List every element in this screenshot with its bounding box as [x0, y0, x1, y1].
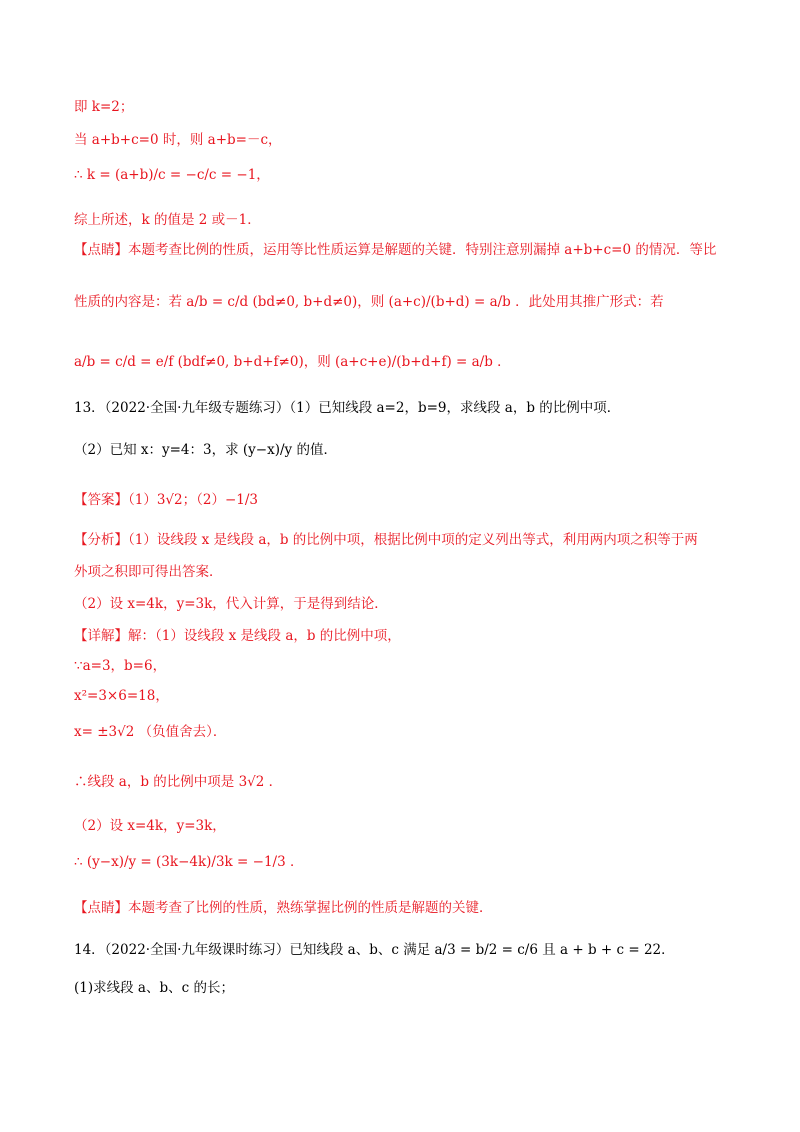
- formula-line: [74, 165, 726, 185]
- question-13-line: （2）已知 x：y=4：3，求 (y−x)/y 的值．: [74, 442, 337, 458]
- answer-line: 【答案】（1）3√2；（2）−1/3: [74, 492, 258, 508]
- detail-line: ∵a=3，b=6，: [74, 658, 167, 674]
- comment-line: 【点睛】本题考查了比例的性质，熟练掌握比例的性质是解题的关键．: [74, 900, 493, 916]
- formula-line: a/b = c/d = e/f (bdf≠0, b+d+f≠0)，则 (a+c+e)/(b+d+f) = a/b ．: [74, 354, 511, 370]
- analysis-line: 【分析】（1）设线段 x 是线段 a，b 的比例中项，根据比例中项的定义列出等式，利用两内项之积等于两: [74, 532, 698, 548]
- detail-line: x= ±3√2 （负值舍去）．: [74, 724, 227, 740]
- analysis-line: 外项之积即可得出答案．: [74, 564, 223, 580]
- question-14-line: (1)求线段 a、b、c 的长；: [74, 980, 234, 996]
- detail-line: x²=3×6=18，: [74, 688, 169, 704]
- text-line: 即 k=2；: [74, 99, 134, 115]
- formula-line: 性质的内容是：若 a/b = c/d (bd≠0, b+d≠0)，则 (a+c)/(b+d) = a/b ．此处用其推广形式：若: [74, 294, 664, 310]
- formula: k = (a+b)/c = −c/c = −1，: [86, 167, 270, 183]
- question-13-line: 13．（2022·全国·九年级专题练习）（1）已知线段 a=2，b=9，求线段 a，b 的比例中项．: [74, 400, 621, 416]
- text-line: 当 a+b+c=0 时，则 a+b=－c，: [74, 132, 282, 148]
- analysis-line: （2）设 x=4k，y=3k，代入计算，于是得到结论．: [74, 596, 388, 612]
- question-14-line: 14．（2022·全国·九年级课时练习）已知线段 a、b、c 满足 a/3 = b/2 = c/6 且 a + b + c = 22．: [74, 942, 675, 958]
- detail-line: 【详解】解：（1）设线段 x 是线段 a，b 的比例中项，: [74, 628, 401, 644]
- detail-line: （2）设 x=4k，y=3k，: [74, 818, 226, 834]
- formula-line: ∴ (y−x)/y = (3k−4k)/3k = −1/3 ．: [74, 854, 304, 870]
- detail-line: ∴线段 a，b 的比例中项是 3√2 ．: [74, 774, 283, 790]
- therefore-symbol: ∴: [74, 167, 83, 183]
- text-line: 综上所述，k 的值是 2 或－1．: [74, 212, 261, 228]
- comment-line: 【点睛】本题考查比例的性质，运用等比性质运算是解题的关键．特别注意别漏掉 a+b+c=0 的情况．等比: [74, 242, 717, 258]
